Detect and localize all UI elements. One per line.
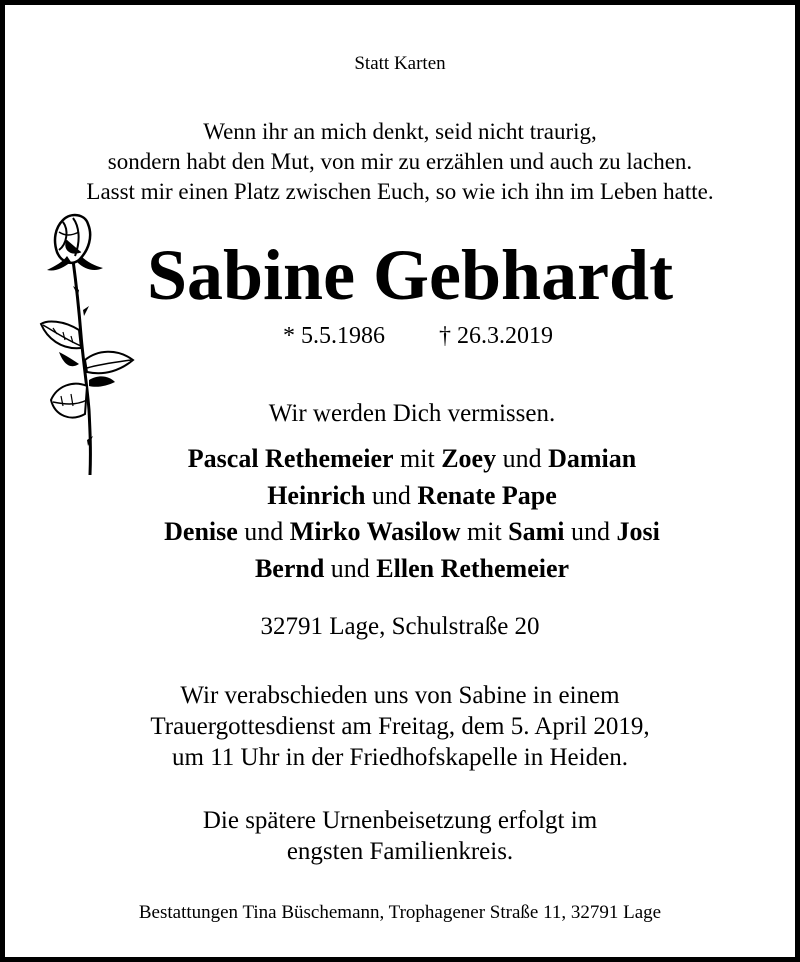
family-line (17, 514, 800, 551)
urn-info (5, 805, 795, 867)
service-line: Wir verabschieden uns von Sabine in einem (180, 682, 620, 709)
family-name: Renate Pape (417, 480, 557, 510)
family-name: Damian (548, 444, 637, 473)
life-dates (23, 323, 800, 350)
poem-line: Wenn ihr an mich denkt, seid nicht traurig, (203, 119, 597, 144)
family-name: Heinrich (267, 480, 366, 510)
urn-line: Die spätere Urnenbeisetzung erfolgt im (202, 807, 598, 834)
connector: und (571, 517, 611, 546)
undertaker-info: Bestattungen Tina Büschemann, Trophagener Straße 11, 32791 Lage (138, 902, 662, 923)
connector: und (330, 553, 370, 583)
family-line (17, 478, 800, 515)
family-name: Denise (164, 517, 238, 546)
family-name: Pascal Rethemeier (187, 444, 394, 473)
deceased-name: Sabine Gebhardt (146, 235, 674, 315)
family-line (17, 441, 800, 478)
family-name: Bernd (254, 553, 325, 583)
family-address: 32791 Lage, Schulstraße 20 (260, 613, 540, 640)
poem-line: sondern habt den Mut, von mir zu erzählen und auch zu lachen. (107, 149, 693, 174)
connector: und (244, 517, 284, 546)
family-list (17, 441, 800, 587)
service-info (5, 680, 795, 773)
header-text: Statt Karten (354, 53, 446, 74)
family-line (17, 551, 800, 588)
service-line: Trauergottesdienst am Freitag, dem 5. April 2019, (150, 713, 650, 740)
connector: und (502, 444, 542, 473)
connector: und (371, 480, 411, 510)
miss-line: Wir werden Dich vermissen. (268, 400, 556, 427)
family-name: Josi (616, 517, 660, 546)
poem (5, 117, 795, 207)
poem-line: Lasst mir einen Platz zwischen Euch, so wie ich ihn im Leben hatte. (86, 179, 714, 204)
urn-line: engsten Familienkreis. (286, 838, 514, 865)
death-date: † 26.3.2019 (439, 323, 553, 349)
service-line: um 11 Uhr in der Friedhofskapelle in Heiden. (172, 744, 628, 771)
connector: mit (467, 517, 502, 546)
connector: mit (400, 444, 435, 473)
family-name: Ellen Rethemeier (376, 553, 570, 583)
birth-date: * 5.5.1986 (283, 323, 385, 349)
family-name: Zoey (441, 444, 497, 473)
family-name: Sami (508, 517, 565, 546)
family-name: Mirko Wasilow (289, 517, 461, 546)
